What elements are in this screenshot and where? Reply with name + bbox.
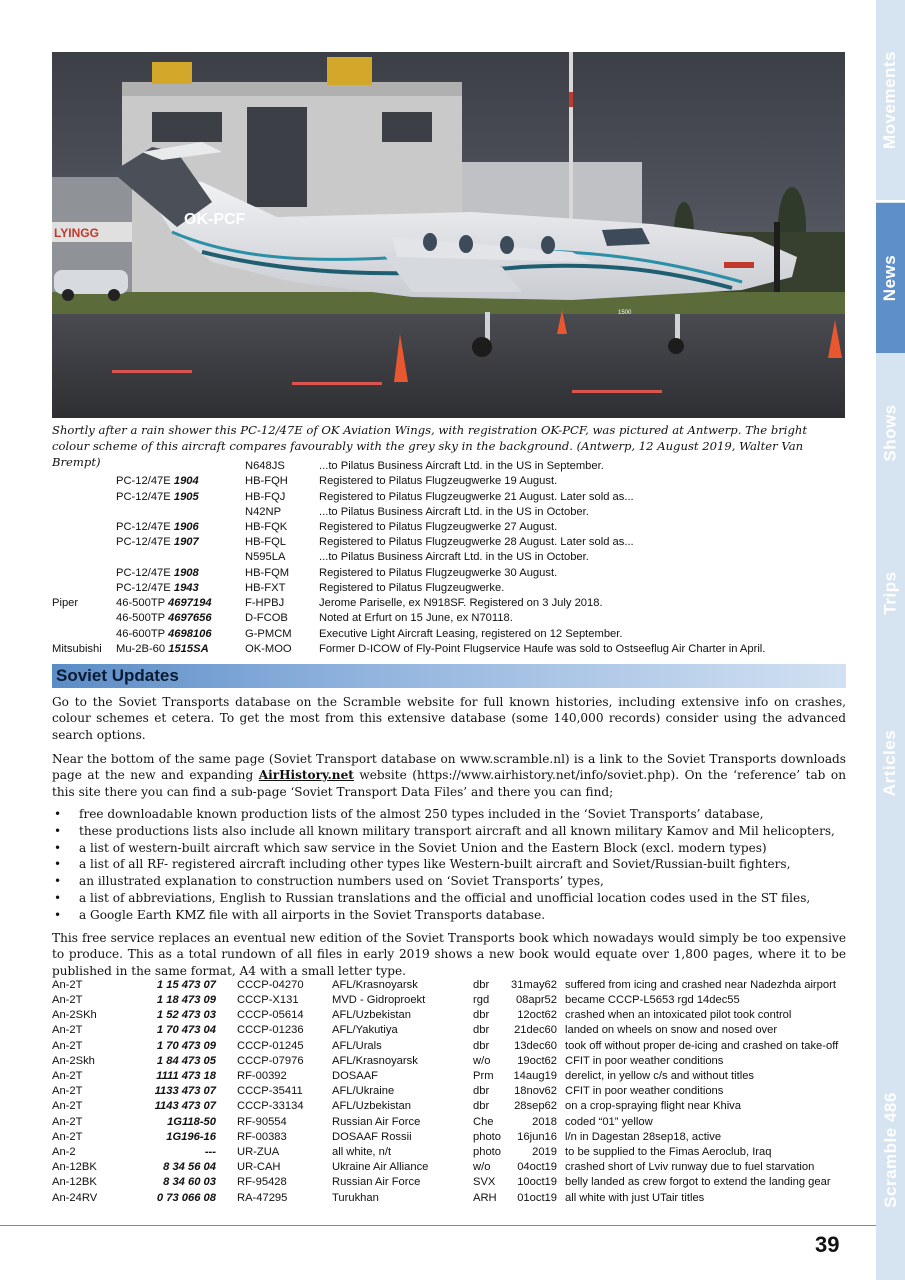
table-row: An-2T 1143 473 07 CCCP-33134 AFL/Uzbekistan dbr 28sep62 on a crop-spraying flight near Khiva (52, 1100, 741, 1112)
list-item: • a list of all RF- registered aircraft including other types like Western-built aircraft and Soviet/Russian-built fighters, (52, 856, 852, 873)
side-tabs (876, 0, 905, 1280)
table-row: An-2T 1G118-50 RF-90554 Russian Air Force Che 2018 coded “01” yellow (52, 1116, 653, 1128)
page-number: 39 (815, 1232, 840, 1257)
photo-caption: Shortly after a rain shower this PC-12/47E of OK Aviation Wings, with registration OK-PCF, was pictured at Antwerp. The bright colour scheme of this aircraft compares favourably with the grey sky in the background. (Antwerp, 12 August 2019, Walter Van Brempt) (52, 423, 808, 469)
paragraph-intro: Go to the Soviet Transports database on the Scramble website for full known histories, including extensive info on crashes, colour schemes et cetera. To get the most from this extensive database (some 140,000 records) consider using the advanced search options. (52, 695, 846, 742)
table-row: An-2T 1 18 473 09 CCCP-X131 MVD - Gidroproekt rgd 08apr52 became CCCP-L5653 rgd 14dec55 (52, 994, 740, 1006)
table-row: PC-12/47E 1908 HB-FQM Registered to Pilatus Flugzeugwerke 30 August. (116, 567, 558, 579)
section-title: Soviet Updates (56, 666, 179, 685)
tab-news[interactable]: News (876, 203, 905, 353)
table-row: PC-12/47E 1905 HB-FQJ Registered to Pilatus Flugzeugwerke 21 August. Later sold as... (116, 491, 634, 503)
table-row: An-2Skh 1 84 473 05 CCCP-07976 AFL/Krasnoyarsk w/o 19oct62 CFIT in poor weather conditions (52, 1055, 724, 1067)
list-item: • an illustrated explanation to construction numbers used on ‘Soviet Transports’ types, (52, 873, 852, 890)
section-header (52, 664, 846, 688)
tab-articles[interactable]: Articles (880, 729, 900, 797)
table-row: N595LA ...to Pilatus Business Aircraft Ltd. in the US in October. (245, 551, 589, 563)
table-row: PC-12/47E 1906 HB-FQK Registered to Pilatus Flugzeugwerke 27 August. (116, 521, 558, 533)
table-row: Piper 46-500TP 4697194 F-HPBJ Jerome Pariselle, ex N918SF. Registered on 3 July 2018. (52, 597, 603, 609)
table-row: PC-12/47E 1904 HB-FQH Registered to Pilatus Flugzeugwerke 19 August. (116, 475, 558, 487)
svg-text:LYINGG: LYINGG (54, 226, 99, 240)
table-row: An-12BK 8 34 60 03 RF-95428 Russian Air Force SVX 10oct19 belly landed as crew forgot to extend the landing gear (52, 1176, 831, 1188)
table-row: An-2SKh 1 52 473 03 CCCP-05614 AFL/Uzbekistan dbr 12oct62 crashed when an intoxicated pilot took control (52, 1009, 792, 1021)
table-row: An-2T 1 15 473 07 CCCP-04270 AFL/Krasnoyarsk dbr 31may62 suffered from icing and crashed near Nadezhda airport (52, 979, 836, 991)
tab-movements[interactable]: Movements (880, 50, 900, 150)
tab-trips[interactable]: Trips (880, 571, 900, 615)
paragraph-downloads: Near the bottom of the same page (Soviet Transport database on www.scramble.nl) is a link to the Soviet Transports downloads page at the new and expanding AirHistory.net website (https://www.airhistory.net/info/soviet.php). On the ‘reference’ tab on this site there you can find a sub-page ‘Soviet Transport Data Files’ and there you can find; (52, 752, 846, 799)
table-row: An-2T 1111 473 18 RF-00392 DOSAAF Prm 14aug19 derelict, in yellow c/s and without titles (52, 1070, 755, 1082)
paragraph-book: This free service replaces an eventual new edition of the Soviet Transports book which nowadays would simply be too expensive to produce. This as a total rundown of all files in early 2019 shows a new book would equate over 1,800 pages, where it to be published in the same format, A4 with a small letter type. (52, 931, 846, 978)
table-row: An-12BK 8 34 56 04 UR-CAH Ukraine Air Alliance w/o 04oct19 crashed short of Lviv runway due to fuel starvation (52, 1161, 815, 1173)
tab-scramble-issue[interactable]: Scramble 486 (880, 1092, 900, 1208)
table-row: An-2T 1G196-16 RF-00383 DOSAAF Rossii photo 16jun16 l/n in Dagestan 28sep18, active (52, 1131, 722, 1143)
table-row: An-2T 1133 473 07 CCCP-35411 AFL/Ukraine dbr 18nov62 CFIT in poor weather conditions (52, 1085, 724, 1097)
footer-divider (0, 1225, 876, 1226)
list-item: • a Google Earth KMZ file with all airports in the Soviet Transports database. (52, 907, 852, 924)
list-item: • a list of western-built aircraft which saw service in the Soviet Union and the Eastern Block (excl. modern types) (52, 840, 852, 857)
airhistory-link[interactable]: AirHistory.net (258, 768, 354, 783)
table-row: An-2T 1 70 473 04 CCCP-01236 AFL/Yakutiya dbr 21dec60 landed on wheels on snow and nosed over (52, 1024, 778, 1036)
list-item: • a list of abbreviations, English to Russian translations and the official and unofficial location codes used in the ST files, (52, 890, 852, 907)
table-row: N42NP ...to Pilatus Business Aircraft Ltd. in the US in October. (245, 506, 589, 518)
list-item: • these productions lists also include all known military transport aircraft and all known military Kamov and Mil helicopters, (52, 823, 852, 840)
download-list (52, 806, 852, 924)
table-row: Mitsubishi Mu-2B-60 1515SA OK-MOO Former D-ICOW of Fly-Point Flugservice Haufe was sold to Ostseeflug Air Charter in April. (52, 643, 766, 655)
table-row: An-2 --- UR-ZUA all white, n/t photo 2019 to be supplied to the Fimas Aeroclub, Iraq (52, 1146, 772, 1158)
table-row: PC-12/47E 1943 HB-FXT Registered to Pilatus Flugzeugwerke. (116, 582, 505, 594)
list-item: • free downloadable known production lists of the almost 250 types included in the ‘Soviet Transports’ database, (52, 806, 852, 823)
table-row: An-24RV 0 73 066 08 RA-47295 Turukhan ARH 01oct19 all white with just UTair titles (52, 1192, 705, 1204)
svg-text:1500: 1500 (618, 310, 632, 316)
tab-shows[interactable]: Shows (880, 404, 900, 462)
table-row: PC-12/47E 1907 HB-FQL Registered to Pilatus Flugzeugwerke 28 August. Later sold as... (116, 536, 634, 548)
table-row: 46-500TP 4697656 D-FCOB Noted at Erfurt on 15 June, ex N70118. (116, 612, 513, 624)
table-row: 46-600TP 4698106 G-PMCM Executive Light Aircraft Leasing, registered on 12 September. (116, 628, 623, 640)
table-row: N648JS ...to Pilatus Business Aircraft Ltd. in the US in September. (245, 460, 604, 472)
aircraft-photo (52, 52, 845, 418)
svg-text:OK-PCF: OK-PCF (184, 211, 246, 228)
table-row: An-2T 1 70 473 09 CCCP-01245 AFL/Urals dbr 13dec60 took off without proper de-icing and crashed on take-off (52, 1040, 839, 1052)
